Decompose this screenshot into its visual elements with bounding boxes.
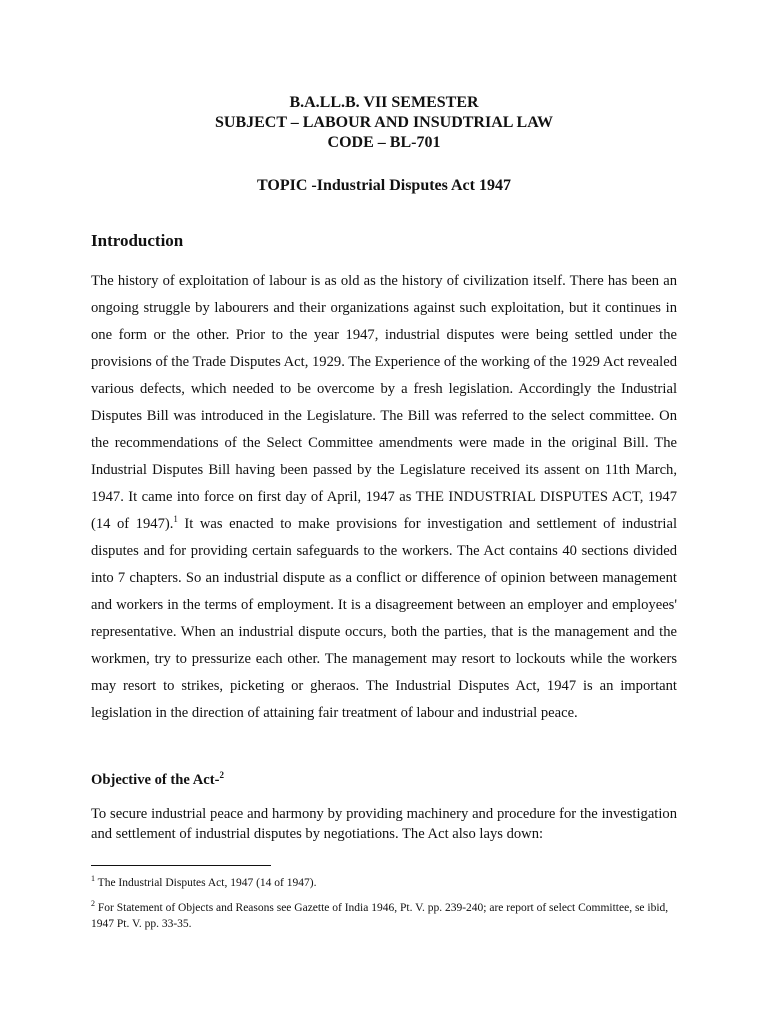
introduction-text-part1: The history of exploitation of labour is as old as the history of civilization itself. There has been an ongoing struggle by labourers and their organizations against such exploitation, but it continues in one form or the other. Prior to the year 1947, industrial disputes were being settled under the provisions of the Trade Disputes Act, 1929. The Experience of the working of the 1929 Act revealed various defects, which needed to be overcome by a fresh legislation. Accordingly the Industrial Disputes Bill was introduced in the Legislature. The Bill was referred to the select committee. On the recommendations of the Select Committee amendments were made in the original Bill. The Industrial Disputes Bill having been passed by the Legislature received its assent on 11th March, 1947. It came into force on first day of April, 1947 as THE INDUSTRIAL DISPUTES ACT, 1947 (14 of 1947). xyxy=(91,273,677,532)
footnote-2-mark: 2 xyxy=(91,899,95,908)
introduction-paragraph xyxy=(91,268,677,727)
subject-line: SUBJECT – LABOUR AND INSUDTRIAL LAW xyxy=(214,114,553,131)
objective-heading-label: Objective of the Act- xyxy=(91,772,220,788)
introduction-text-part2: It was enacted to make provisions for investigation and settlement of industrial disputes and for providing certain safeguards to the workers. The Act contains 40 sections divided into 7 chapters. So an industrial dispute as a conflict or difference of opinion between management and workers in the terms of employment. It is a disagreement between an employer and employees' representative. When an industrial dispute occurs, both the parties, that is the management and the workmen, try to pressurize each other. The management may resort to lockouts while the workers may resort to strikes, picketing or gheraos. The Industrial Disputes Act, 1947 is an important legislation in the direction of attaining fair treatment of labour and industrial peace. xyxy=(91,516,677,721)
footnote-ref-2: 2 xyxy=(219,770,224,780)
semester-line: B.A.LL.B. VII SEMESTER xyxy=(289,94,479,111)
footnote-ref-1: 1 xyxy=(173,514,178,524)
objective-heading xyxy=(91,770,224,790)
footnote-1-mark: 1 xyxy=(91,874,95,883)
footnote-1 xyxy=(91,875,677,891)
footnote-1-text: The Industrial Disputes Act, 1947 (14 of 1947). xyxy=(97,877,317,889)
introduction-heading: Introduction xyxy=(91,231,184,250)
document-header xyxy=(0,93,768,153)
objective-paragraph: To secure industrial peace and harmony by providing machinery and procedure for the investigation and settlement of industrial disputes by negotiations. The Act also lays down: xyxy=(91,806,677,842)
code-line: CODE – BL-701 xyxy=(327,134,441,151)
footnote-divider xyxy=(91,865,271,866)
topic-title: TOPIC -Industrial Disputes Act 1947 xyxy=(257,177,511,194)
footnote-2-text: For Statement of Objects and Reasons see Gazette of India 1946, Pt. V. pp. 239-240; are report of select Committee, se ibid, 1947 Pt. V. pp. 33-35. xyxy=(91,902,669,930)
footnote-2 xyxy=(91,900,677,932)
